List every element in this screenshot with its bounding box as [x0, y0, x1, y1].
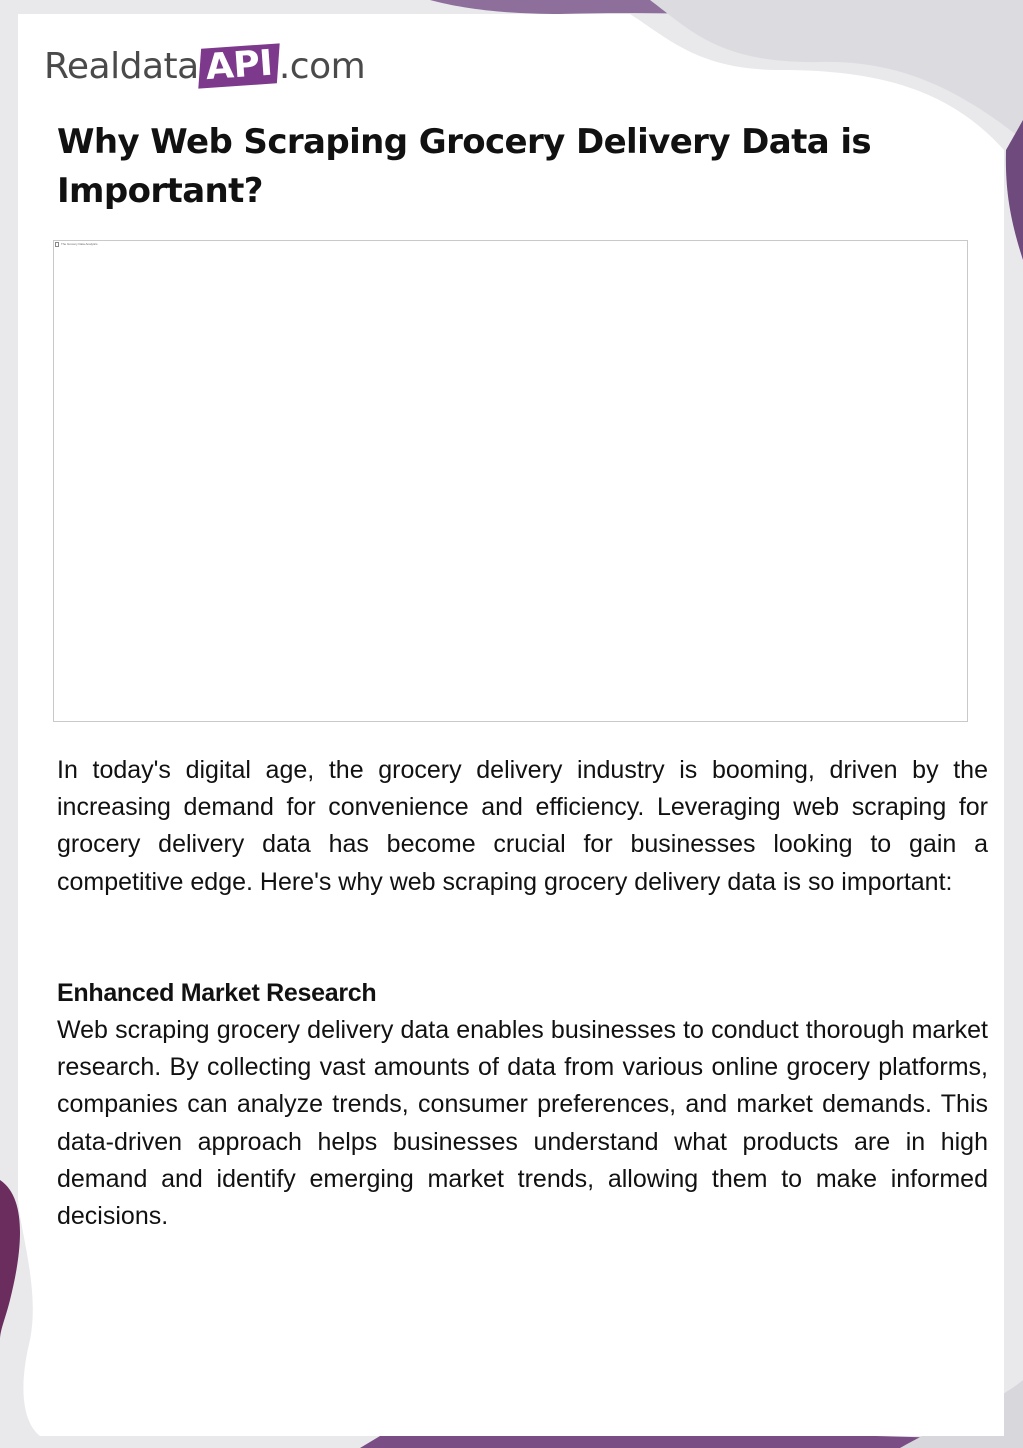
logo-suffix: .com: [278, 45, 366, 87]
realdataapi-logo[interactable]: [44, 40, 365, 92]
section-heading-market-research: Enhanced Market Research: [57, 979, 377, 1007]
logo-api-text: API: [203, 42, 274, 89]
logo-prefix: Realdata: [44, 45, 199, 87]
article-image-placeholder: [53, 240, 968, 722]
intro-paragraph: In today's digital age, the grocery delivery industry is booming, driven by the increasing demand for convenience and efficiency. Leveraging web scraping for grocery delivery data has become crucial for businesses looking to gain a competitive edge. Here's why web scraping grocery delivery data is so important:: [57, 756, 988, 896]
page-title: Why Web Scraping Grocery Delivery Data is Important?: [57, 122, 872, 211]
image-alt-text: The Grocery Data Analytics: [61, 242, 98, 246]
broken-image-icon: [55, 242, 59, 247]
section-paragraph-market-research: Web scraping grocery delivery data enables businesses to conduct thorough market research. By collecting vast amounts of data from various online grocery platforms, companies can analyze trends, consumer preferences, and market demands. This data-driven approach helps businesses understand what products are in high demand and identify emerging market trends, allowing them to make informed decisions.: [57, 1016, 988, 1231]
logo-api-badge: [198, 43, 280, 88]
